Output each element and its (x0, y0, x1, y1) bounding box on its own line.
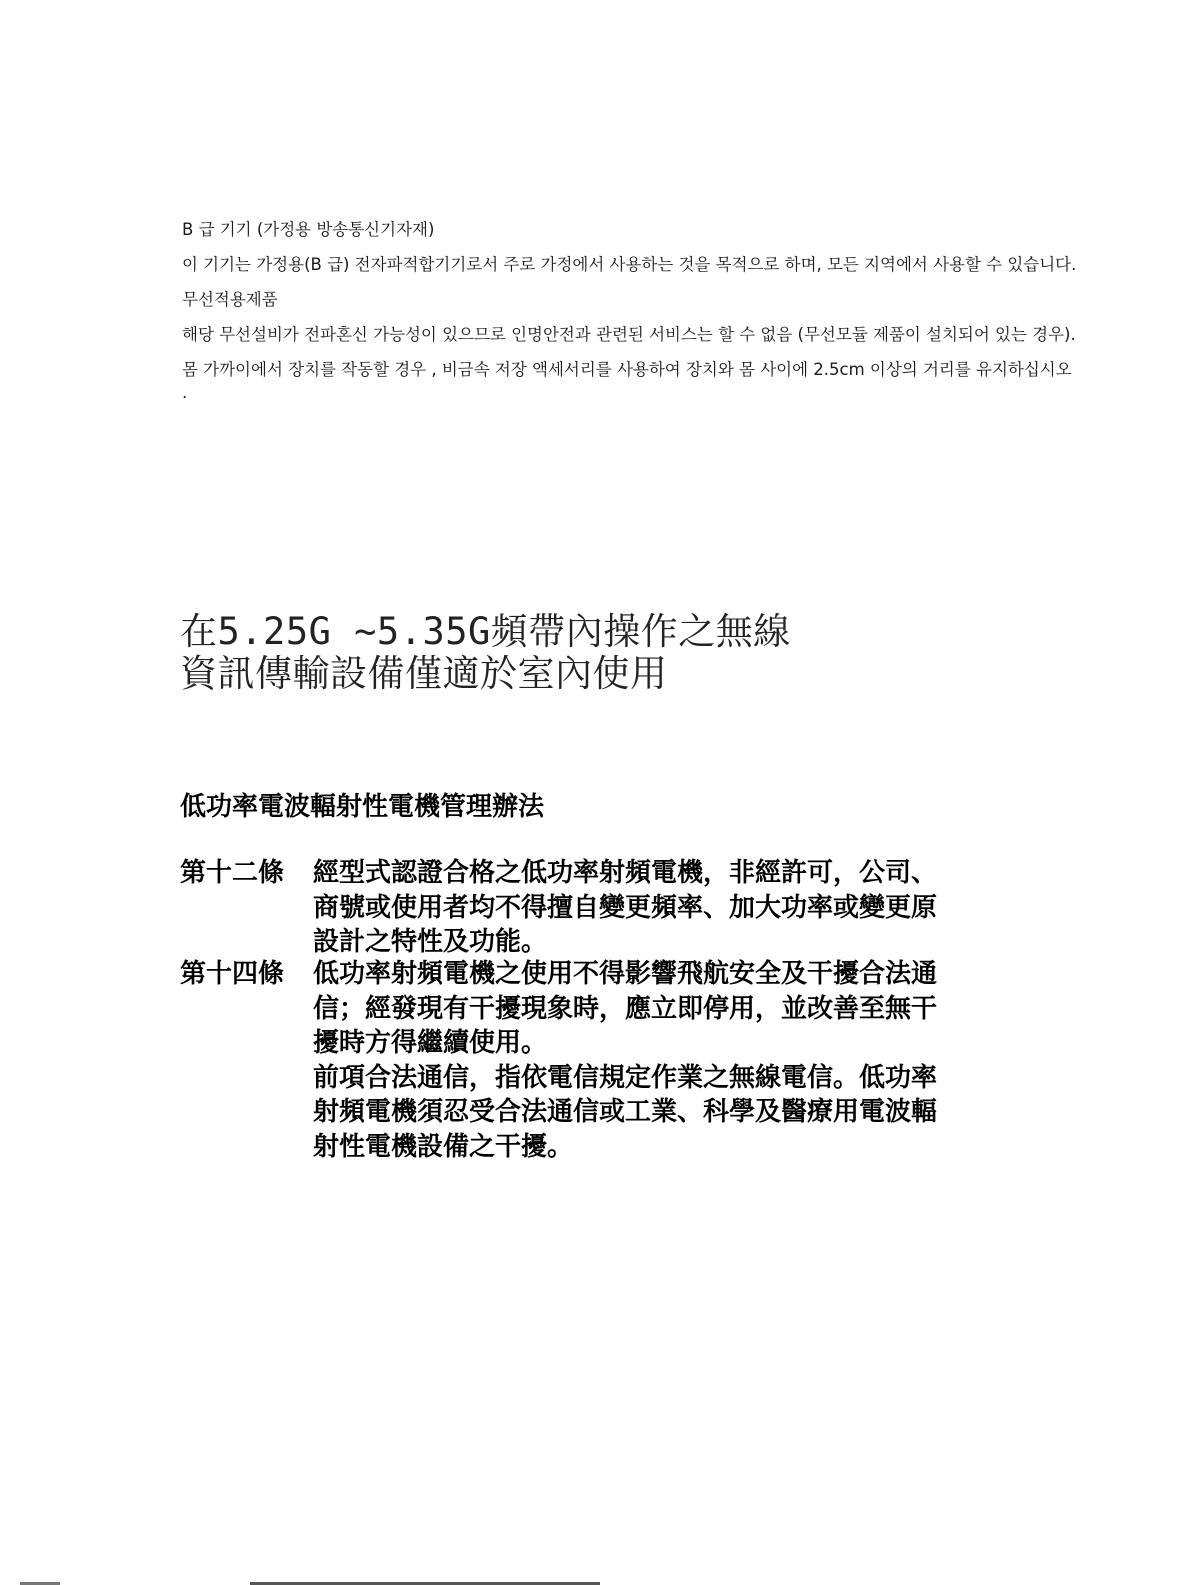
body-distance-statement: 몸 가까이에서 장치를 작동할 경우 , 비금속 저장 액세서리를 사용하여 장치와 몸 사이에 2.5cm 이상의 거리를 유지하십시오 . (182, 360, 1072, 402)
class-b-heading: B 급 기기 (가정용 방송통신기자재) (182, 220, 435, 239)
article-12 (180, 856, 1070, 966)
indoor-use-notice-line-1: 在5.25G ~5.35G頻帶內操作之無線 (180, 610, 791, 653)
article-14-body (313, 957, 1065, 1164)
wireless-product-heading: 무선적용제품 (182, 290, 278, 309)
wireless-interference-statement: 해당 무선설비가 전파혼신 가능성이 있으므로 인명안전과 관련된 서비스는 할 수 없음 (무선모듈 제품이 설치되어 있는 경우). (182, 325, 1076, 344)
article-14-line: 擾時方得繼續使用。 (313, 1028, 548, 1058)
article-14-line: 前項合法通信，指依電信規定作業之無線電信。低功率 (313, 1062, 938, 1093)
korean-notice (182, 218, 1082, 416)
class-b-statement: 이 기기는 가정용(B 급) 전자파적합기기로서 주로 가정에서 사용하는 것을 목적으로 하며, 모든 지역에서 사용할 수 있습니다. (182, 255, 1077, 274)
article-14-line: 低功率射頻電機之使用不得影響飛航安全及干擾合法通 (313, 959, 938, 989)
article-14-line: 射性電機設備之干擾。 (313, 1131, 574, 1162)
article-12-line: 設計之特性及功能。 (313, 927, 548, 957)
indoor-use-notice (180, 611, 791, 695)
article-12-line: 經型式認證合格之低功率射頻電機，非經許可，公司、 (313, 858, 938, 888)
article-14 (180, 957, 1070, 1162)
indoor-use-notice-line-2: 資訊傳輸設備僅適於室內使用 (180, 652, 668, 695)
article-14-line: 信；經發現有干擾現象時，應立即停用，並改善至無干 (313, 993, 938, 1024)
article-12-body (313, 856, 1065, 960)
article-12-number: 第十二條 (180, 858, 285, 888)
article-12-line: 商號或使用者均不得擅自變更頻率、加大功率或變更原 (313, 892, 938, 923)
article-14-line: 射頻電機須忍受合法通信或工業、科學及醫療用電波輻 (313, 1097, 938, 1127)
law-title: 低功率電波輻射性電機管理辦法 (180, 792, 545, 822)
article-14-number: 第十四條 (180, 959, 285, 989)
